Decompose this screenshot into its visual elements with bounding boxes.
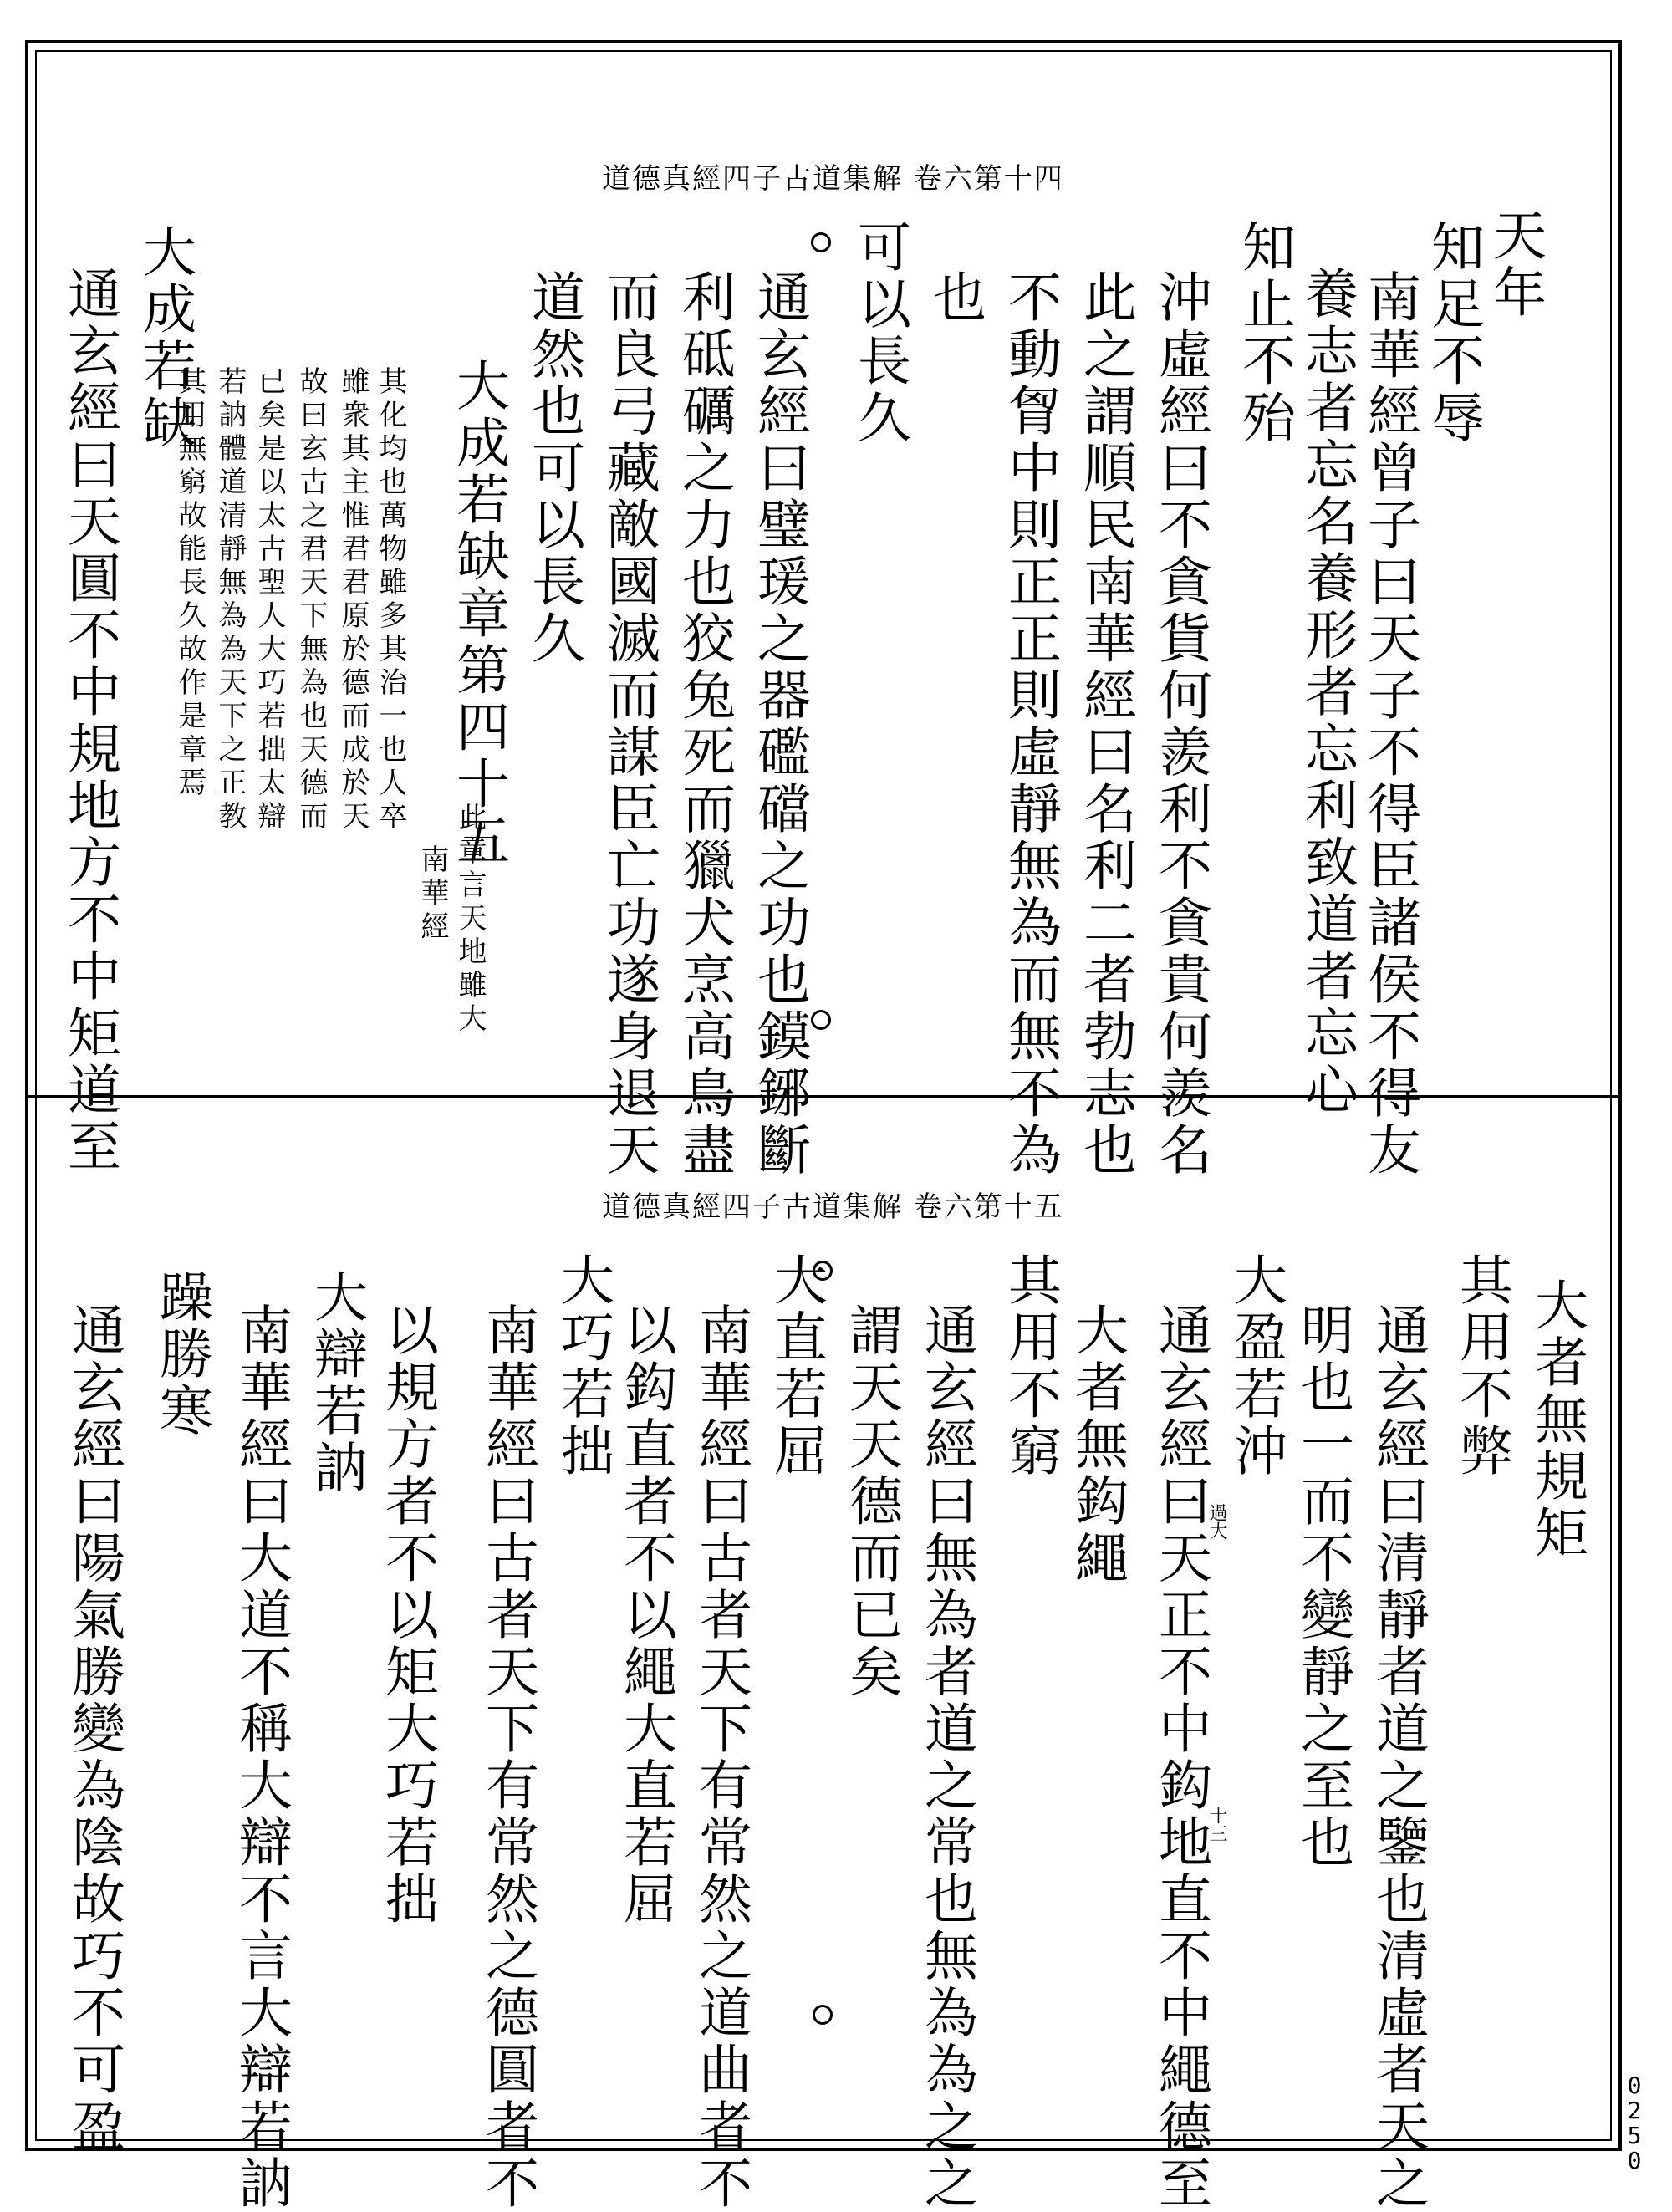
top-col-2: 知足不辱 <box>1422 219 1484 446</box>
top-col-13: 而良弓藏敵國滅而謀臣亡功遂身退天 <box>598 269 660 1179</box>
page-number: 0250 <box>1627 2072 1642 2174</box>
bottom-col-8: 其用不窮 <box>999 1252 1061 1480</box>
top-note-3: 其化均也萬物雖多其治一也人卒 <box>374 366 407 834</box>
bottom-col-9: 通玄經曰無為者道之常也無為為之之 <box>915 1302 977 2212</box>
top-note-7: 若訥體道清靜無為為天下之正教 <box>213 366 247 834</box>
bottom-margin-number: 十三 <box>1206 1806 1227 1842</box>
bottom-col-11: 大直若屈 <box>765 1252 827 1480</box>
top-col-12: 利砥礪之力也狡兔死而獵犬烹高鳥盡 <box>673 269 735 1179</box>
top-col-6: 沖虛經曰不貪貨何羨利不貪貴何羨名 <box>1150 269 1211 1179</box>
top-col-17: 通玄經曰天圓不中規地方不中矩道至 <box>59 266 120 1175</box>
top-note-6: 已矣是以太古聖人大巧若拙太辯 <box>252 366 286 834</box>
bottom-circle-mark-2 <box>813 2005 833 2025</box>
top-col-5: 知止不殆 <box>1233 219 1295 446</box>
bottom-col-14: 大巧若拙 <box>552 1252 614 1480</box>
bottom-col-6: 通玄經曰天正不中鈎地直不中繩德至 <box>1150 1302 1211 2212</box>
top-col-15: 大成若缺章第四十五 <box>447 358 509 869</box>
bottom-col-2: 其用不弊 <box>1450 1252 1512 1480</box>
bottom-margin-note: 過大 <box>1206 1503 1227 1540</box>
bottom-col-17: 大辯若訥 <box>305 1269 367 1496</box>
bottom-page-header: 道德真經四子古道集解 卷六第十五 <box>602 1190 1064 1224</box>
bottom-col-1: 大者無規矩 <box>1526 1277 1588 1562</box>
top-note-4: 雖衆其主惟君君原於德而成於天 <box>336 366 370 834</box>
top-col-8: 不動胷中則正正則虛靜無為而無不為 <box>999 269 1061 1179</box>
bottom-col-7: 大者無鈎繩 <box>1066 1302 1128 1587</box>
top-col-9: 也 <box>924 269 986 326</box>
top-circle-mark-1 <box>811 232 831 252</box>
top-col-11: 通玄經曰璧瑗之器礛礑之功也鏌鋣斷 <box>748 269 810 1179</box>
top-note-1: 此章言天地雖大 <box>453 803 487 1037</box>
bottom-col-5: 大盈若沖 <box>1225 1252 1287 1480</box>
bottom-col-16: 以規方者不以矩大巧若拙 <box>376 1302 438 1928</box>
bottom-col-13: 以鈎直者不以繩大直若屈 <box>614 1302 676 1928</box>
top-col-10: 可以長久 <box>849 219 910 446</box>
top-col-1: 天年 <box>1484 207 1546 321</box>
bottom-col-12: 南華經曰古者天下有常然之道曲者不 <box>690 1302 752 2212</box>
top-col-4: 養志者忘名養形者忘利致道者忘心 <box>1296 266 1358 1119</box>
top-note-5: 故曰玄古之君天下無為也天德而 <box>294 366 328 834</box>
top-note-2: 南華經 <box>415 844 449 945</box>
bottom-col-3: 通玄經曰清靜者道之鑒也清虛者天之 <box>1367 1302 1429 2212</box>
top-page-header: 道德真經四子古道集解 卷六第十四 <box>602 162 1064 196</box>
bottom-col-4: 明也一而不變靜之至也 <box>1292 1302 1353 1871</box>
top-col-7: 此之謂順民南華經曰名利二者勃志也 <box>1074 269 1136 1179</box>
top-note-8: 其用無窮故能長久故作是章焉 <box>173 366 206 801</box>
top-col-3: 南華經曾子曰天子不得臣諸侯不得友 <box>1358 269 1420 1179</box>
bottom-col-15: 南華經曰古者天下有常然之德圓者不 <box>477 1302 538 2212</box>
bottom-col-20: 通玄經曰陽氣勝變為陰故巧不可盈 <box>63 1302 125 2155</box>
bottom-circle-mark-1 <box>813 1261 833 1281</box>
top-col-16: 大成若缺 <box>134 224 196 451</box>
bottom-col-19: 躁勝寒 <box>150 1269 212 1440</box>
bottom-col-18: 南華經曰大道不稱大辯不言大辯若訥 <box>230 1302 292 2212</box>
bottom-col-10: 謂天天德而已矣 <box>840 1302 902 1700</box>
top-circle-mark-2 <box>811 1010 831 1030</box>
top-col-14: 道然也可以長久 <box>522 269 584 667</box>
